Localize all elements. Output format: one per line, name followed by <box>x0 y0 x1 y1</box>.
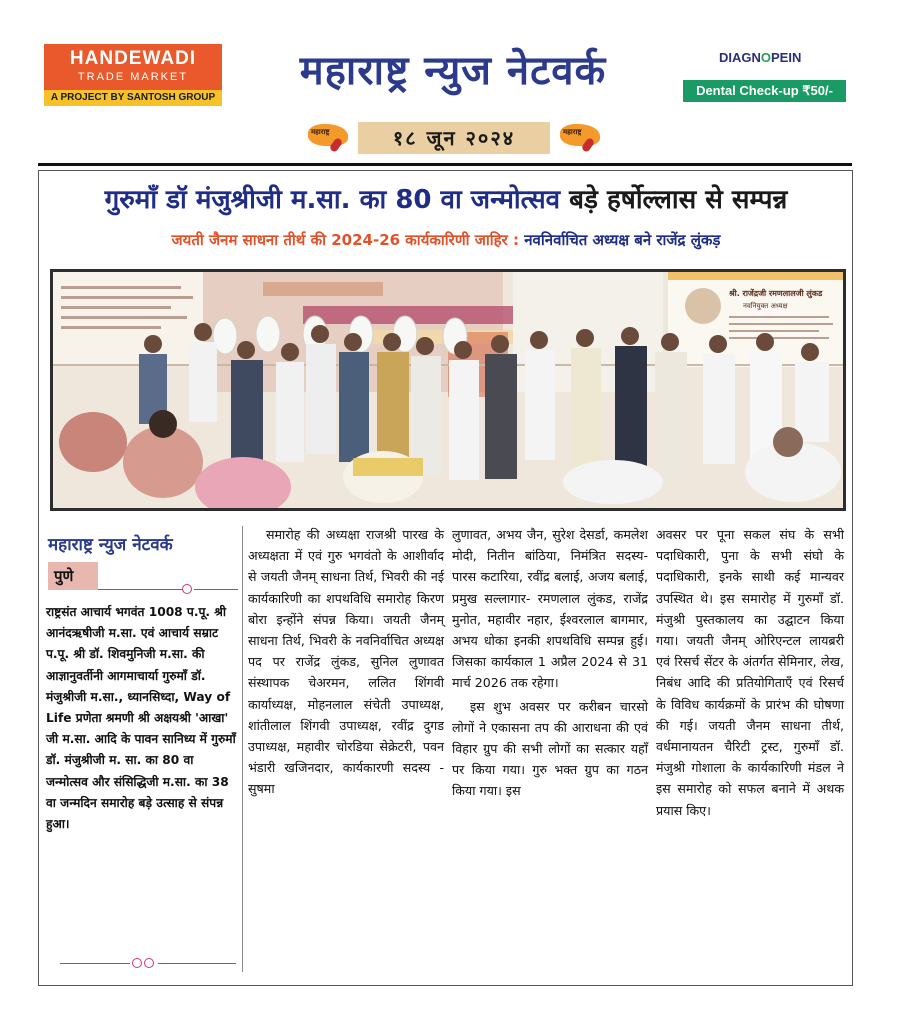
column-2 <box>452 524 648 802</box>
headline-part2: बड़े हर्षोल्लास से सम्पन्न <box>569 185 788 215</box>
issue-date: १८ जून २०२४ <box>358 122 550 154</box>
lead-paragraph: राष्ट्रसंत आचार्य भगवंत 1008 प.पू. श्री आनंदऋषीजी म.सा. एवं आचार्य सम्राट प.पू. श्री डॉ. शिवमुनिजी म.सा. की आज्ञानुवर्तीनी आगमाचार्या गुरुमाँ डॉ. मंजुश्रीजी म.सा., ध्यानसिध्दा, Way of Life प्रणेता श्रमणी श्री अक्षयश्री 'आखा' जी म.सा. आदि के पावन सानिध्य में गुरुमाँ डॉ. मंजुश्रीजी म. सा. का 80 वा जन्मोत्सव और संसिद्धिजी म.सा. का 38 वा जन्मदिन समारोह बड़े उत्साह से संपन्न हुआ। <box>46 605 236 832</box>
headline <box>48 180 844 220</box>
byline: महाराष्ट्र न्युज नेटवर्क <box>48 535 173 555</box>
ad-subtitle: TRADE MARKET <box>77 71 189 83</box>
ad-tagline: A PROJECT BY SANTOSH GROUP <box>44 90 222 106</box>
divider-ornament-bottom <box>60 958 236 970</box>
handewadi-ad[interactable] <box>44 44 222 106</box>
event-photo-illustration <box>53 272 843 508</box>
ad-title: HANDEWADI <box>69 48 197 69</box>
header-rule <box>38 163 852 166</box>
column-separator <box>242 526 243 972</box>
banner-right-role: नवनियुक्त अध्यक्ष <box>743 302 788 310</box>
column-1-paragraph: समारोह की अध्यक्षा राजश्री पारख के अध्यक्षता में एवं गुरु भगवंतो के आशीर्वाद से जयती जैनम् साधना तिर्थ, भिवरी की नई कार्यकारिणी का शपथविधि समारोह किरण बोरा इन्होंने संपन्न किया। जयती जैनम् साधना तिर्थ, भिवरी के नवनिर्वाचित अध्यक्ष पद पर राजेंद्र लुंकड, सुनिल लुणावत संस्थापक चेअरमन, ललित शिंगवी कार्याध्यक्ष, मोहनलाल संचेती उपाध्यक्ष, शांतीलाल शिंगवी उपाध्यक्ष, रवींद्र दुगड उपाध्यक्ष, महावीर चोरडिया सेक्रेटरी, पवन भंडारी खजिनदार, कार्यकारणी सदस्य - सुषमा <box>248 527 444 797</box>
mini-logo-text: महाराष्ट्र <box>563 128 582 136</box>
mini-logo-left <box>306 122 350 154</box>
column-2-paragraph-2: इस शुभ अवसर पर करीबन चारसो लोगों ने एकासना तप की आराधना की एवं विहार ग्रुप की सभी लोगों का सत्कार यहाँ पर किया गया। गुरु भक्त ग्रुप का गठन किया गया। इस <box>452 698 648 799</box>
column-3-paragraph: अवसर पर पूना सकल संघ के सभी पदाधिकारी, पुना के सभी संघो के पदाधिकारी, इनके साथी कई मान्यवर उपस्थित थे। इस समारोह में गुरुमाँ डॉ. मंजुश्री पुस्तकालय का उद्घाटन किया गया। जयती जैनम् ओरिएन्टल लायब्ररी एवं रिसर्च सेंटर के अंतर्गत सेमिनार, लेख, निबंध आदि की प्रतियोगिताएँ एवं रिसर्च के विविध कार्यक्रमों के प्रारंभ की घोषणा की गई। जयती जैनम साधना तीर्थ, वर्धमानायतन चैरिटी ट्रस्ट, गुरुमाँ डॉ. मंजुश्री गोशाला के कार्यकारिणी मंडल ने इस समारोह को सफल बनाने में अथक प्रयास किए। <box>656 527 844 818</box>
diagnopein-ad[interactable] <box>683 50 846 102</box>
city-label: पुणे <box>48 562 98 590</box>
divider-ornament <box>98 584 238 596</box>
ad-brand <box>683 50 846 65</box>
subhead-part2: नवनिर्वाचित अध्यक्ष बने राजेंद्र लुंकड़ <box>524 231 721 249</box>
mini-logo-text: महाराष्ट्र <box>311 128 330 136</box>
ad-brand-c: PEIN <box>771 50 802 65</box>
banner-right-title: श्री. राजेंद्रजी रमणलालजी लुंकड <box>729 289 823 298</box>
column-3 <box>656 524 844 821</box>
mini-logo-right <box>558 122 602 154</box>
ad-offer: Dental Check-up ₹50/- <box>683 80 846 102</box>
headline-part1: गुरुमाँ डॉ मंजुश्रीजी म.सा. का 80 वा जन्मोत्सव <box>104 185 561 215</box>
dateline <box>0 118 898 158</box>
column-1 <box>248 524 444 800</box>
masthead-title: महाराष्ट्र न्युज नेटवर्क <box>299 48 607 94</box>
subhead-part1: जयती जैनम साधना तीर्थ की 2024-26 कार्यकारिणी जाहिर : <box>171 231 519 249</box>
ad-tag-line <box>683 64 846 72</box>
lead-box <box>40 528 241 970</box>
ad-brand-b: O <box>760 50 772 65</box>
subheadline <box>48 228 844 252</box>
event-photo <box>50 269 846 511</box>
column-2-paragraph-1: लुणावत, अभय जैन, सुरेश देसर्डा, कमलेश मोदी, नितीन बांठिया, निमंत्रित सदस्य- पारस कटारिया, रवींद्र बलाई, अजय बलाई, प्रमुख सल्लागार- रमणलाल लुंकड, राजेंद्र मुनोत, महावीर नहार, ईश्वरलाल बागमार, अभय धोका इनकी शपथविधि सम्पन्न हुई। जिसका कार्यकाल 1 अप्रैल 2024 से 31 मार्च 2026 तक रहेगा। <box>452 527 648 691</box>
ad-brand-a: DIAGN <box>719 50 761 65</box>
